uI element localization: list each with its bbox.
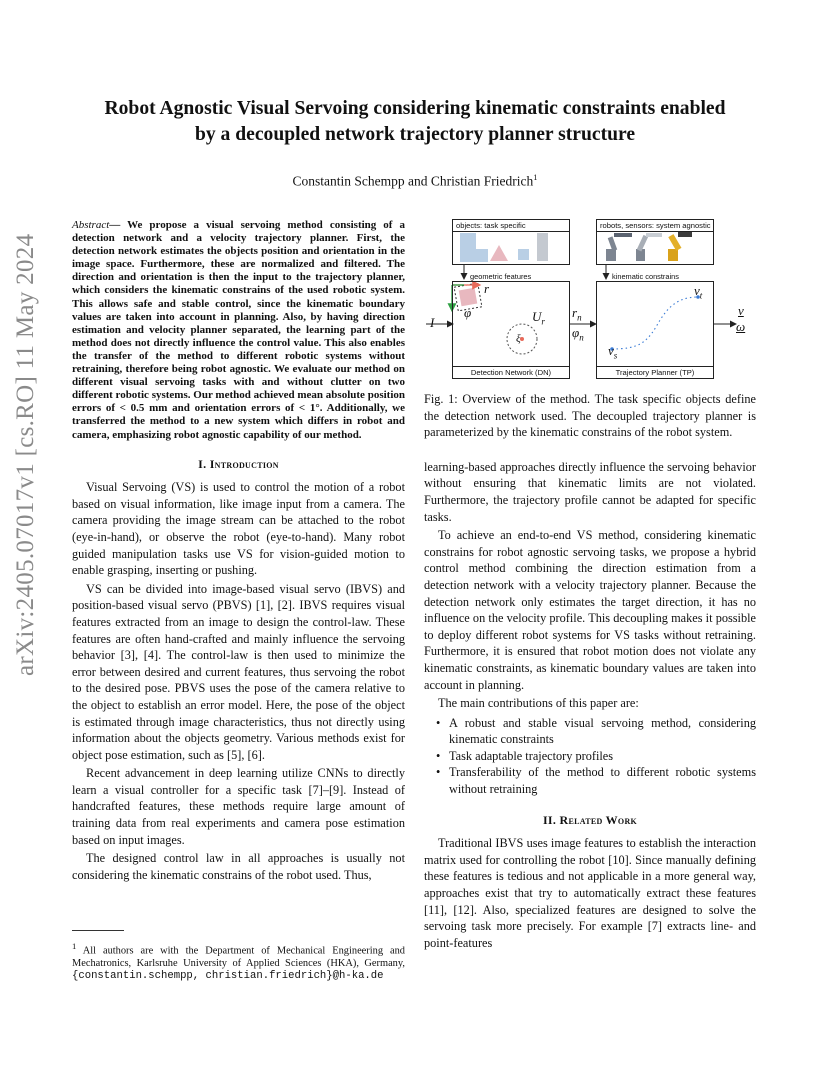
right-column	[424, 219, 756, 953]
intro-paragraph: The designed control law in all approaches is usually not considering the kinematic constrains of the robot used. Thus,	[72, 851, 405, 882]
orientation-symbol: φ	[464, 305, 472, 320]
section-heading-introduction: I. Introduction	[198, 456, 279, 471]
figure-caption: Fig. 1: Overview of the method. The task specific objects define the detection network used. The decoupled trajectory planner is parameterized by the kinematic constrains of the robot system.	[424, 392, 756, 440]
target-velocity-sub: t	[699, 290, 703, 301]
intro-paragraph: VS can be divided into image-based visual servo (IBVS) and position-based visual servo (PBVS) [1], [2]. IBVS requires visual features extracted from an image to design the control-law. These features are often hand-crafted and mainly influence the servoing behavior [3], [4]. The control-law is then used to minimize the error between desired and current features, thus servoing the robot to the desired pose. PBVS uses the pose of the camera relative to the object to establish an error model. Here, the pose of the object is estimated through image characteristics, thus not directly using information about the objects geometry. Various methods exist for object pose estimation, such as [5], [6].	[72, 581, 405, 762]
intro-paragraph-continued: learning-based approaches directly influence the servoing behavior without ensuring that kinematic limits are not violated. Furthermore, the trajectory profile cannot be adapted for specific tasks.	[424, 459, 756, 524]
intro-paragraph: To achieve an end-to-end VS method, considering kinematic constrains for robot agnostic servoing tasks, we propose a hybrid control method combining the direction estimation from a detection network with a velocity trajectory planner. Because the detection network only estimates the target direction, it has no influence on the velocity profile. This decoupling makes it possible to deploy different robot systems for VS tasks without retraining. Furthermore, it is ensured that robot motion does not violate any kinematic constraints, as kinematic boundary values are taken into account in planning.	[424, 528, 756, 692]
contributions-list	[424, 715, 756, 798]
footnote-rule	[72, 930, 124, 931]
task-objects-header: objects: task specific	[453, 220, 569, 232]
output-linear-velocity-symbol: v	[738, 303, 744, 318]
abstract-label: Abstract	[72, 219, 110, 231]
list-item: • Task adaptable trajectory profiles	[424, 748, 756, 765]
list-item: • A robust and stable visual servoing method, considering kinematic constraints	[424, 715, 756, 748]
trajectory-planner-label: Trajectory Planner (TP)	[597, 366, 713, 378]
normalized-position-letter: r	[572, 305, 578, 320]
abstract	[72, 219, 405, 442]
target-velocity-symbol	[694, 283, 702, 304]
section-heading-related-work: II. Related Work	[542, 812, 638, 827]
figure-overview	[424, 219, 756, 379]
uncertainty-region-sub: r	[541, 316, 545, 327]
robot-systems-header: robots, sensors: system agnostic	[597, 220, 713, 232]
author-list	[95, 172, 735, 190]
task-objects-box	[452, 219, 570, 265]
start-velocity-symbol	[608, 343, 617, 364]
output-angular-velocity-symbol: ω	[736, 319, 746, 334]
uncertainty-region-symbol	[532, 309, 545, 330]
position-vector-symbol: r	[484, 281, 490, 296]
normalized-orientation-sub: n	[579, 332, 584, 343]
footnote-emails: {constantin.schempp, christian.friedrich}@h-ka.de	[72, 970, 384, 983]
robot-systems-box	[596, 219, 714, 265]
uncertainty-region-letter: U	[532, 309, 542, 324]
normalized-position-symbol	[572, 305, 582, 326]
footnote	[72, 940, 405, 982]
start-velocity-sub: s	[613, 350, 618, 361]
geometric-features-label: geometric features	[470, 272, 532, 281]
start-velocity-letter: v	[608, 343, 614, 358]
paper-title: Robot Agnostic Visual Servoing considering kinematic constraints enabled by a decoupled network trajectory planner structure	[104, 98, 726, 145]
target-velocity-letter: v	[694, 283, 700, 298]
author-footnote-mark: 1	[533, 172, 538, 182]
normalized-position-sub: n	[577, 312, 582, 323]
arxiv-identifier: arXiv:2405.07017v1 [cs.RO] 11 May 2024	[12, 233, 39, 676]
detection-network-box	[452, 281, 570, 379]
intro-paragraph: Visual Servoing (VS) is used to control the motion of a robot based on visual information, like image input from a camera. The camera providing the image stream can be attached to the robot (eye-in-hand), or observe the robot (eye-to-hand). Many robot guided manipulation tasks use VS for vision-guided motion to enable grasping, inserting or pushing.	[72, 480, 405, 578]
contributions-intro: The main contributions of this paper are:	[438, 696, 639, 711]
footnote-text: All authors are with the Department of Mechanical Engineering and Mechatronics, Karlsruhe University of Applied Sciences (HKA), Germany,	[72, 945, 405, 969]
intro-paragraph: Recent advancement in deep learning utilize CNNs to directly learn a visual controller for a specific task [7]–[9]. Instead of handcrafted features, these methods require large amount of training data from real experiments and camera pose estimation based on input images.	[72, 766, 405, 847]
footnote-mark: 1	[72, 941, 77, 951]
noise-symbol: ξ	[516, 333, 521, 345]
input-image-symbol: I	[430, 315, 435, 330]
related-work-paragraph: Traditional IBVS uses image features to establish the interaction matrix used for controlling the robot [10]. Since manually defining these features is tedious and not applicable in a more general way, approaches exist that try to automatically extract these features [11], [12]. Also, specialized features are designed to solve the servoing task more precisely. For example [7] extracts line- and point-features	[424, 836, 756, 950]
kinematic-constrains-label: kinematic constrains	[612, 272, 679, 281]
normalized-orientation-letter: φ	[572, 325, 580, 340]
list-item: • Transferability of the method to different robotic systems without retraining	[424, 764, 756, 797]
detection-network-label: Detection Network (DN)	[453, 366, 569, 378]
abstract-text: We propose a visual servoing method consisting of a detection network and a velocity trajectory planner. First, the detection network estimates the objects position and orientation in the image space. Furthermore, these are normalized and filtered. The direction and orientation is then the input to the trajectory planner, which considers the kinematic constrains of the used robotic system. This allows safe and stable control, since the kinematic boundary values are taken into account in planning. Also, by having direction estimation and velocity planner separated, the learning part of the method does not directly influence the control value. This also enables the transfer of the method to different robotic systems without retraining, therefore being robot agnostic. We evaluate our method on different visual servoing tasks with and without clutter on two different robotic systems. Our method achieved mean absolute position errors of < 0.5 mm and orientation errors of < 1°. Additionally, we transferred the method to a new system which differs in robot and camera, emphasizing robot agnostic capability of our method.	[72, 219, 405, 441]
left-column	[72, 219, 405, 885]
normalized-orientation-symbol	[572, 325, 584, 346]
author-names: Constantin Schempp and Christian Friedrich	[292, 173, 534, 189]
abstract-dash: —	[109, 219, 128, 231]
